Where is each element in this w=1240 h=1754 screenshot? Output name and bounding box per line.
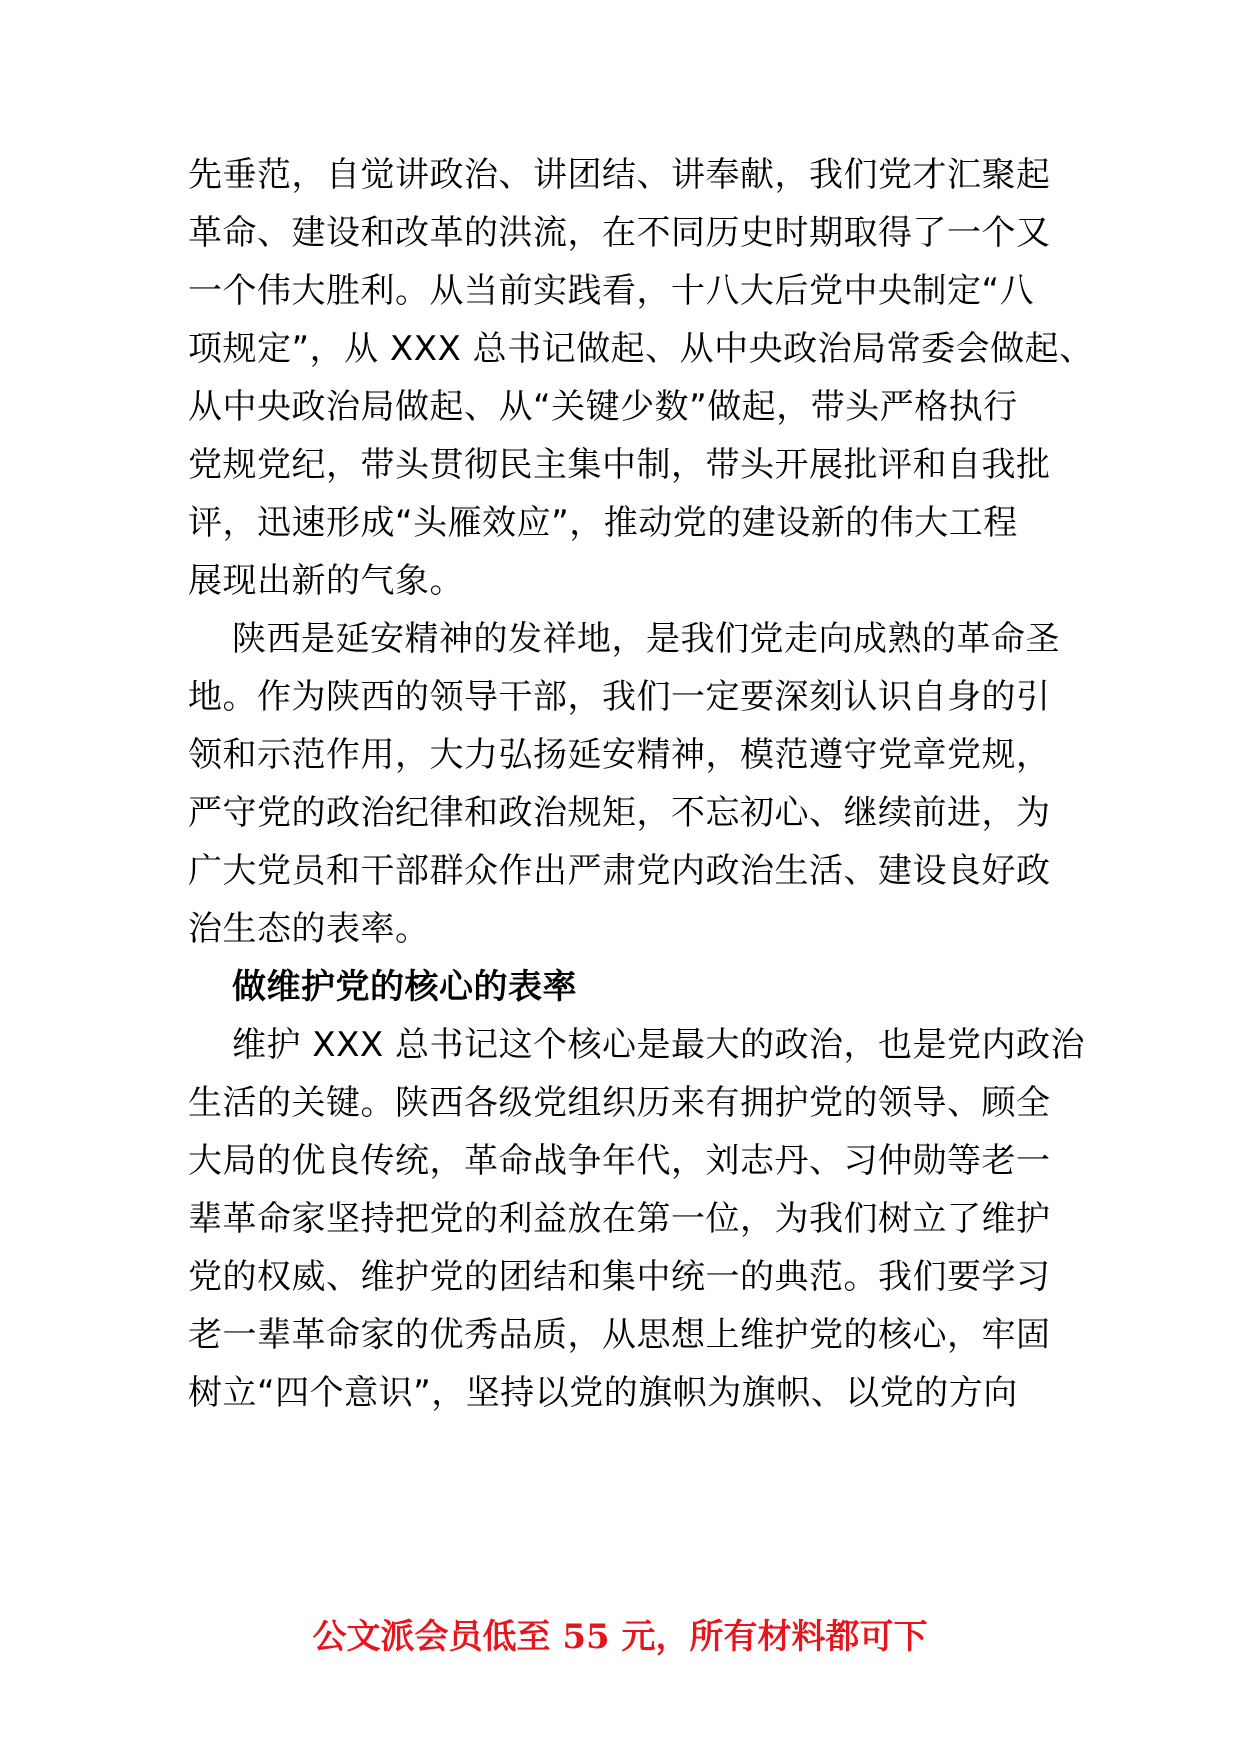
- text-line: 生活的关键。陕西各级党组织历来有拥护党的领导、顾全: [188, 1083, 1051, 1123]
- text-line: 广大党员和干部群众作出严肃党内政治生活、建设良好政: [188, 851, 1051, 891]
- text-line: 展现出新的气象。: [188, 561, 464, 601]
- text-line: 先垂范，自觉讲政治、讲团结、讲奉献，我们党才汇聚起: [188, 155, 1051, 195]
- text-line: 领和示范作用，大力弘扬延安精神，模范遵守党章党规，: [188, 735, 1051, 775]
- text-line: 从中央政治局做起、从“关键少数”做起，带头严格执行: [188, 387, 1018, 427]
- text-line: 项规定”，从 XXX 总书记做起、从中央政治局常委会做起、: [188, 329, 1094, 369]
- text-line: 治生态的表率。: [188, 909, 430, 949]
- text-line: 一个伟大胜利。从当前实践看，十八大后党中央制定“八: [188, 271, 1035, 311]
- text-line: 维护 XXX 总书记这个核心是最大的政治，也是党内政治: [232, 1025, 1085, 1065]
- text-line: 地。作为陕西的领导干部，我们一定要深刻认识自身的引: [188, 677, 1051, 717]
- text-line: 陕西是延安精神的发祥地，是我们党走向成熟的革命圣: [232, 619, 1060, 659]
- text-line: 老一辈革命家的优秀品质，从思想上维护党的核心，牢固: [188, 1315, 1051, 1355]
- text-line: 革命、建设和改革的洪流，在不同历史时期取得了一个又: [188, 213, 1051, 253]
- footer-advertisement: 公文派会员低至 55 元，所有材料都可下: [312, 1617, 928, 1657]
- text-line: 辈革命家坚持把党的利益放在第一位，为我们树立了维护: [188, 1199, 1051, 1239]
- text-line: 严守党的政治纪律和政治规矩，不忘初心、继续前进，为: [188, 793, 1051, 833]
- section-heading: 做维护党的核心的表率: [232, 967, 577, 1007]
- text-line: 党规党纪，带头贯彻民主集中制，带头开展批评和自我批: [188, 445, 1051, 485]
- text-line: 党的权威、维护党的团结和集中统一的典范。我们要学习: [188, 1257, 1051, 1297]
- text-line: 树立“四个意识”，坚持以党的旗帜为旗帜、以党的方向: [188, 1373, 1018, 1413]
- text-line: 大局的优良传统，革命战争年代，刘志丹、习仲勋等老一: [188, 1141, 1051, 1181]
- text-line: 评，迅速形成“头雁效应”，推动党的建设新的伟大工程: [188, 503, 1018, 543]
